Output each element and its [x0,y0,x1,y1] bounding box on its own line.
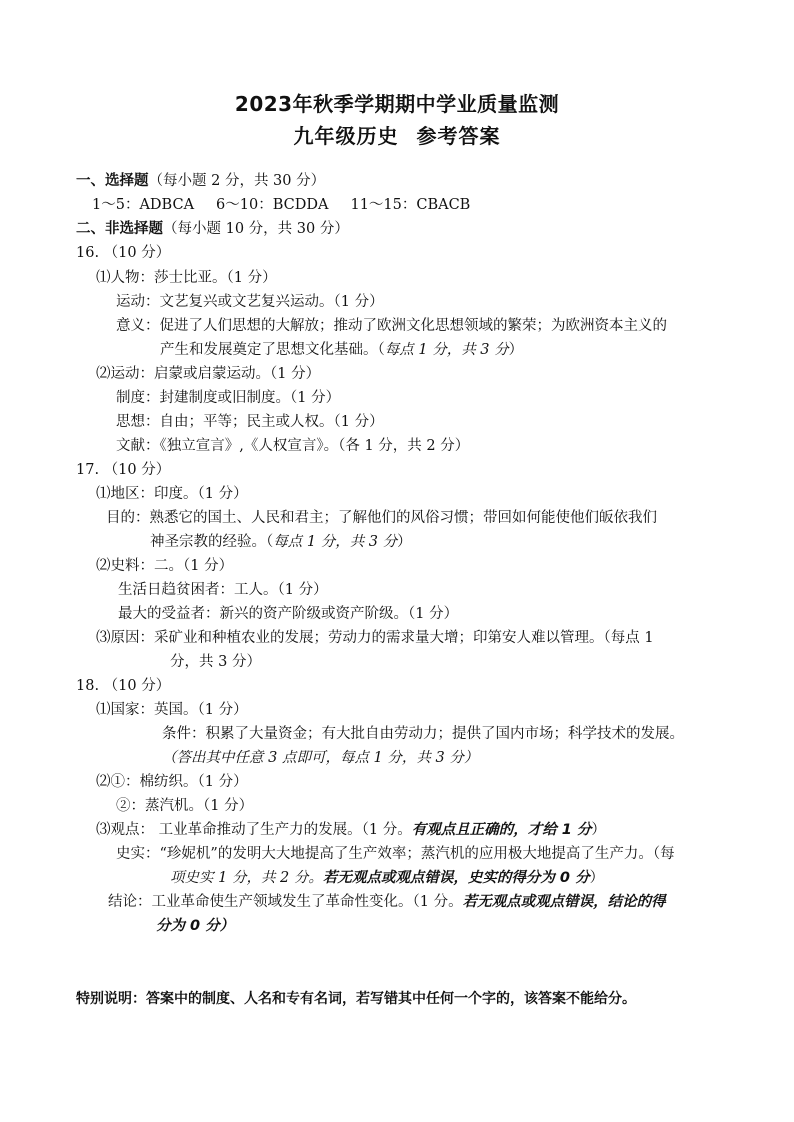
q17-line: 目的：熟悉它的国土、人民和君主；了解他们的风俗习惯；带回如何能使他们皈依我们 [106,510,657,526]
section1-heading [76,171,325,191]
q18-score-note: 项史实 1 分，共 2 分。 [170,870,323,886]
subtitle-subject: 九年级历史 [293,124,399,148]
q18-text: ⑶观点： 工业革命推动了生产力的发展。（1 分。 [96,822,412,838]
q16-line [160,340,523,360]
q18-line: ②：蒸汽机。（1 分） [116,798,254,814]
q16-line: ⑵运动：启蒙或启蒙运动。（1 分） [96,366,321,382]
q17-line: ⑶原因：采矿业和种植农业的发展；劳动力的需求量大增；印第安人难以管理。（每点 1 [96,630,654,646]
q18-heading: 18. （10 分） [76,678,171,694]
q18-line: 史实：“珍妮机”的发明大大地提高了生产效率；蒸汽机的应用极大地提高了生产力。（每 [116,846,675,862]
q18-line: 分为 0 分） [156,918,235,934]
q18-text: 结论：工业革命使生产领域发生了革命性变化。（1 分。 [108,894,463,910]
q17-score-note: 每点 1 分，共 3 分 [273,534,398,550]
q18-score-note: 有观点且正确的，才给 1 分 [411,822,592,838]
section1-title: 一、选择题 [76,173,149,189]
q18-line: ⑵①：棉纺织。（1 分） [96,774,248,790]
q18-line: （答出其中任意 3 点即可，每点 1 分，共 3 分） [162,750,479,766]
q18-line: ⑴国家：英国。（1 分） [96,702,248,718]
mc-answers-1-5: 1～5：ADBCA [92,197,195,213]
mc-answers-11-15: 11～15：CBACB [350,197,471,213]
section2-heading [76,219,349,239]
q16-line: 意义：促进了人们思想的大解放；推动了欧洲文化思想领域的繁荣；为欧洲资本主义的 [116,318,667,334]
q18-line [96,820,606,840]
q16-text: 产生和发展奠定了思想文化基础。（ [160,342,385,358]
section2-note: （每小题 10 分，共 30 分） [163,221,349,237]
subtitle-kind: 参考答案 [416,124,501,148]
q17-line: 最大的受益者：新兴的资产阶级或资产阶级。（1 分） [118,606,459,622]
q18-text: ） [591,822,606,838]
q18-score-note: 若无观点或观点错误，史实的得分为 0 分 [322,870,590,886]
q16-line: 制度：封建制度或旧制度。（1 分） [116,390,341,406]
q16-text: ） [508,342,524,358]
page-subtitle [0,120,794,149]
q16-line: ⑴人物：莎士比亚。（1 分） [96,270,277,286]
q17-line: ⑵史料：二。（1 分） [96,558,234,574]
q18-line [108,892,666,912]
q16-score-note: 每点 1 分，共 3 分 [384,342,509,358]
q16-line: 运动：文艺复兴或文艺复兴运动。（1 分） [116,294,384,310]
q18-line: 条件：积累了大量资金；有大批自由劳动力；提供了国内市场；科学技术的发展。 [162,726,684,742]
q16-heading: 16. （10 分） [76,245,171,261]
q16-line: 文献：《独立宣言》,《人权宣言》。（各 1 分，共 2 分） [116,438,470,454]
q17-text: ） [397,534,412,550]
page-title: 2023年秋季学期期中学业质量监测 [234,92,560,116]
section2-title: 二、非选择题 [76,221,163,237]
mc-answers-6-10: 6～10：BCDDA [216,197,329,213]
q18-text: ） [589,870,605,886]
section1-note: （每小题 2 分，共 30 分） [148,173,326,189]
q17-line: 生活日趋贫困者：工人。（1 分） [118,582,328,598]
q17-line: 分，共 3 分） [170,654,261,670]
q17-line: ⑴地区：印度。（1 分） [96,486,248,502]
mc-answers-row [92,195,470,215]
q18-line [170,868,604,888]
q17-text: 神圣宗教的经验。（ [150,534,274,550]
special-note: 特别说明：答案中的制度、人名和专有名词，若写错其中任何一个字的，该答案不能给分。 [76,991,636,1007]
q16-line: 思想：自由；平等；民主或人权。（1 分） [116,414,384,430]
q17-heading: 17. （10 分） [76,462,171,478]
q17-line [150,532,412,552]
q18-score-note: 若无观点或观点错误，结论的得 [462,894,666,910]
